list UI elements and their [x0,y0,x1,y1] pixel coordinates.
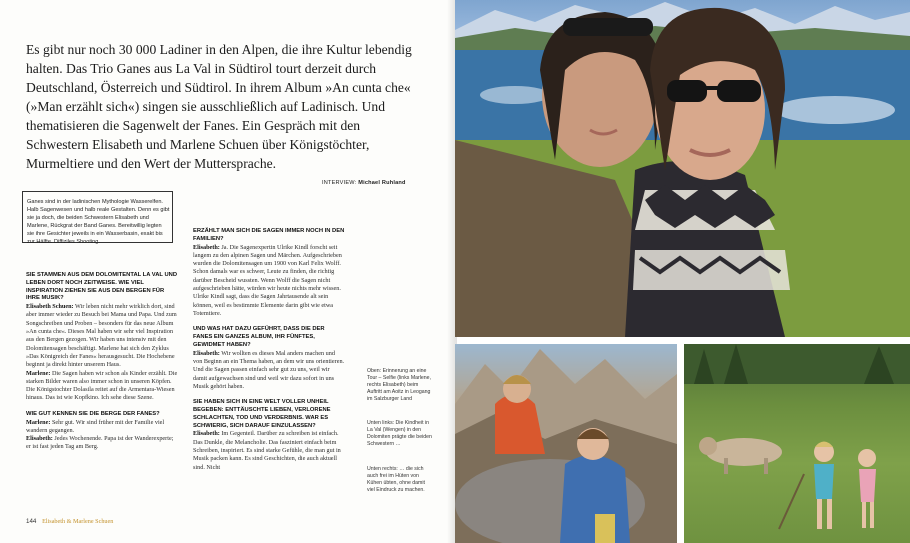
question: SIE STAMMEN AUS DEM DOLOMITENTAL LA VAL UND LEBEN DORT NOCH ZEITWEISE. WIE VIEL INSPIRATION ZIEHEN SIE AUS DEN BERGEN FÜR IHRE MUSIK? [26,272,178,302]
text-column-1 [26,272,179,460]
intro-paragraph: Es gibt nur noch 30 000 Ladiner in den Alpen, die ihre Kultur lebendig halten. Das Trio Ganes aus La Val in Südtirol tourt derzeit durch Deutschland, Österreich und Südtirol. In ihrem Album »An cunta che« (»Man erzählt sich«) singen sie ausschließlich auf Ladinisch. Und thematisieren die Sagenwelt der Fanes. Ein Gespräch mit den Schwestern Elisabeth und Marlene Schuen über Königstöchter, Murmeltiere und den Wert der Muttersprache. [26,42,412,171]
photo-caption-top: Oben: Erinnerung an eine Tour – Selfie (links Marlene, rechts Elisabeth) beim Auftritt am Aoitz in Leogang im Salzburger Land [367,368,432,402]
running-title: Elisabeth & Marlene Schuen [42,518,114,525]
question: UND WAS HAT DAZU GEFÜHRT, DASS DIE DER FANES EIN GANZES ALBUM, IHR FÜNFTES, GEWIDMET HABEN? [193,326,325,348]
selfie-photo [455,0,910,337]
photo-caption-bottom-left: Unten links: Die Kindheit in La Val (Wengen) in den Dolomiten prägte die beiden Schwestern … [367,420,432,447]
question: SIE HABEN SICH IN EINE WELT VOLLER UNHEIL BEGEBEN: ENTTÄUSCHTE LIEBEN, VERLORENE SCHLACHTEN, TOD UND VERDERBNIS. WAR ES SCHWIERIG, SICH DARAUF EINZULASSEN? [193,399,331,429]
question: ERZÄHLT MAN SICH DIE SAGEN IMMER NOCH IN DEN FAMILIEN? [193,228,345,242]
page-number: 144 [26,518,37,525]
folio [26,518,113,525]
children-cow-photo [684,344,910,543]
answer: Elisabeth: Im Gegenteil. Darüber zu schreiben ist einfach. Das Dunkle, die Melancholie. Das fasziniert einfach beim Schreiben, inspiriert. Es sind starke Gefühle, die man gut in Musik packen kann. Es sind Geschichten, die auch aktuell sind. Nicht [193,430,341,471]
question: WIE GUT KENNEN SIE DIE BERGE DER FANES? [26,410,160,417]
answer: Elisabeth: Ja. Die Sagenexpertin Ulrike Kindl forscht seit langem zu den alpinen Sagen und Märchen. Aufgeschrieben wurden die Dolomitensagen um 1900 von Karl Felix Wolff. Schon damals war es schwer, Leute zu finden, die richtig darüber Bescheid wussten. Wenn Wolff die Sagen nicht aufgeschrieben hätte, würden wir heute nichts mehr wissen. Ulrike Kindl sagt, dass die Sagen Jahrtausende alt sein können, weil es bestimmte Elemente darin gibt wie etwa Totemtiere. [193,243,342,317]
childhood-mountain-photo [455,344,677,543]
credit-name: Michael Ruhland [358,180,406,186]
photo-caption-bottom-right: Unten rechts: … die sich auch frei im Hüten von Kühen übten, ohne damit viel Eindruck zu machen. [367,466,425,493]
credit-label: INTERVIEW: [322,180,357,186]
text-column-2 [193,228,345,480]
info-box: Ganes sind in der ladinischen Mythologie Wasserelfen. Halb Sagenwesen und halb reale Gestalten. Denn es gibt sie ja doch, die beiden Schwestern Elisabeth und Marlene, Rückgrat der Band Ganes. Bereitwillig legten sie ihre Gesichter jeweils in ein Wasserbasin, exakt bis zur Hälfte. Diffiziles Shooting. [22,191,173,243]
answer: Marlene: Sehr gut. Wir sind früher mit der Familie viel wandern gegangen. Elisabeth: Jedes Wochenende. Papa ist der Wanderexperte; er ist fast jeden Tag am Berg. [26,418,174,451]
interview-credit [322,180,406,186]
answer: Elisabeth: Wir wollten es dieses Mal anders machen und von Beginn an ein Thema haben, an dem wir uns orientieren. Und die Sagen passen einfach sehr gut zu uns, weil wir damit aufgewachsen sind und weil wir dazu sofort in uns Musik gehört haben. [193,349,345,390]
answer: Elisabeth Schuen: Wir leben nicht mehr wirklich dort, sind aber immer wieder zu Besuch bei Mama und Papa. Und zum Songschreiben und Proben – besonders für das neue Album »An cunta che«. Dieses Mal haben wir sehr viel Inspiration aus den Bergen gezogen. Wir haben uns intensiv mit den Dolomitensagen beschäftigt. Marlene hat sich den Zyklus »Das Königreich der Fanes« herausgesucht. Die Hochebene beginnt ja direkt hinter unserem Haus. Marlene: Die Sagen haben wir schon als Kinder erzählt. Die starken Bilder waren also immer schon in unseren Köpfen. Die Königstochter Dolasila reitet auf die Armentara-Wiesen hinaus. Das ist wie Kopfkino. Ich sehe diese Szene. [26,303,178,402]
